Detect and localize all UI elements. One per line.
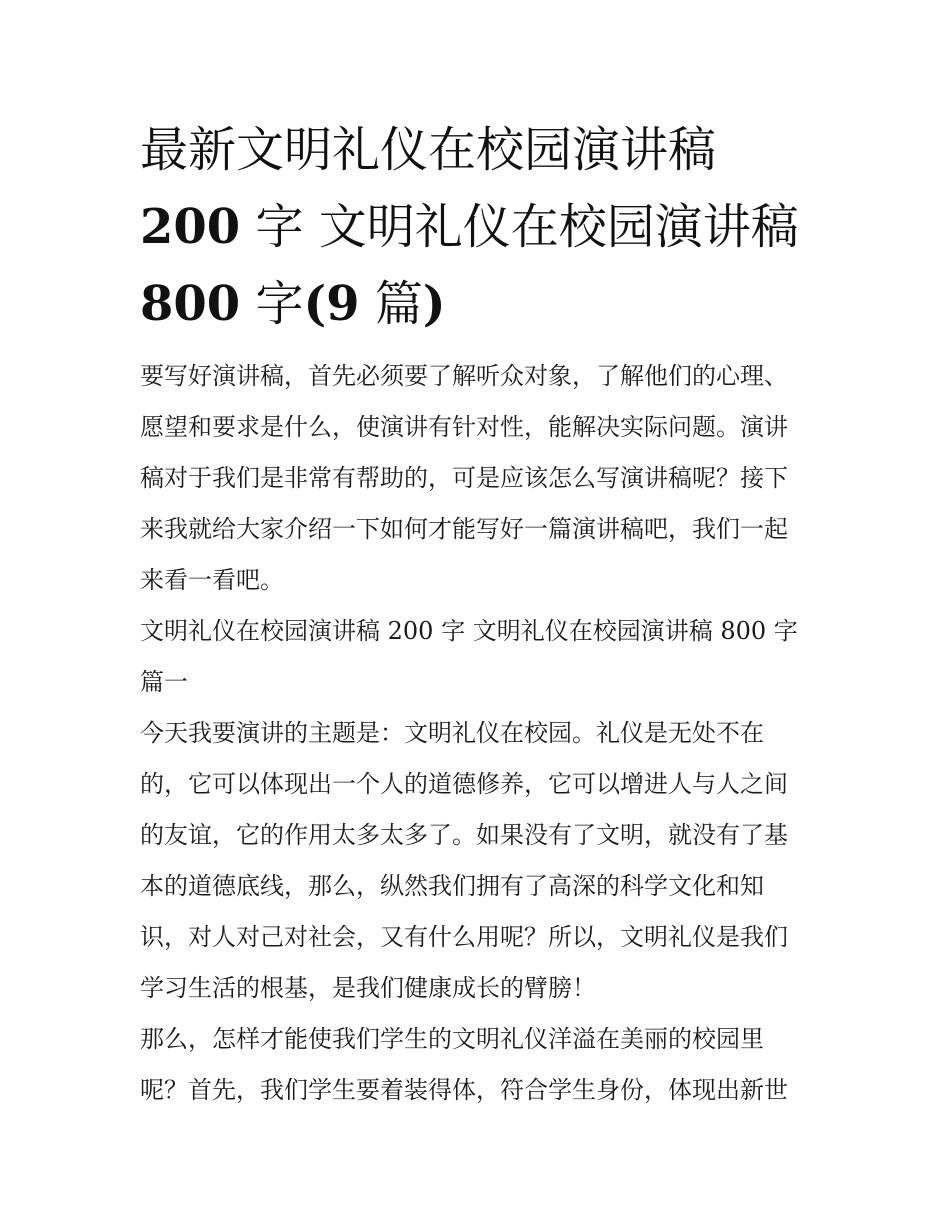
- body-line: 来我就给大家介绍一下如何才能写好一篇演讲稿吧，我们一起: [140, 515, 788, 543]
- title-line-1: 最新文明礼仪在校园演讲稿: [140, 122, 717, 178]
- body-line: 识，对人对己对社会，又有什么用呢？所以，文明礼仪是我们: [140, 923, 788, 951]
- body-line: 要写好演讲稿，首先必须要了解听众对象，了解他们的心理、: [140, 362, 788, 390]
- body-line: 的，它可以体现出一个人的道德修养，它可以增进人与人之间: [140, 770, 788, 798]
- body-line: 稿对于我们是非常有帮助的，可是应该怎么写演讲稿呢？接下: [140, 464, 788, 492]
- section-heading-line: 文明礼仪在校园演讲稿 200 字 文明礼仪在校园演讲稿 800 字: [140, 617, 798, 645]
- document-body: [140, 351, 820, 1116]
- body-line: 本的道德底线，那么，纵然我们拥有了高深的科学文化和知: [140, 872, 764, 900]
- title-line-2: 200 字 文明礼仪在校园演讲稿: [140, 199, 799, 255]
- body-line: 今天我要演讲的主题是：文明礼仪在校园。礼仪是无处不在: [140, 719, 764, 747]
- document-page: [140, 112, 820, 1116]
- title-line-3: 800 字(9 篇): [140, 276, 446, 332]
- body-line: 愿望和要求是什么，使演讲有针对性，能解决实际问题。演讲: [140, 413, 788, 441]
- body-line: 来看一看吧。: [140, 566, 284, 594]
- body-line: 学习生活的根基，是我们健康成长的臂膀！: [140, 974, 596, 1002]
- body-line: 那么，怎样才能使我们学生的文明礼仪洋溢在美丽的校园里: [140, 1025, 764, 1053]
- section-heading-line: 篇一: [140, 668, 188, 696]
- body-line: 的友谊，它的作用太多太多了。如果没有了文明，就没有了基: [140, 821, 788, 849]
- document-title: [140, 112, 820, 343]
- body-line: 呢？首先，我们学生要着装得体，符合学生身份，体现出新世: [140, 1076, 788, 1104]
